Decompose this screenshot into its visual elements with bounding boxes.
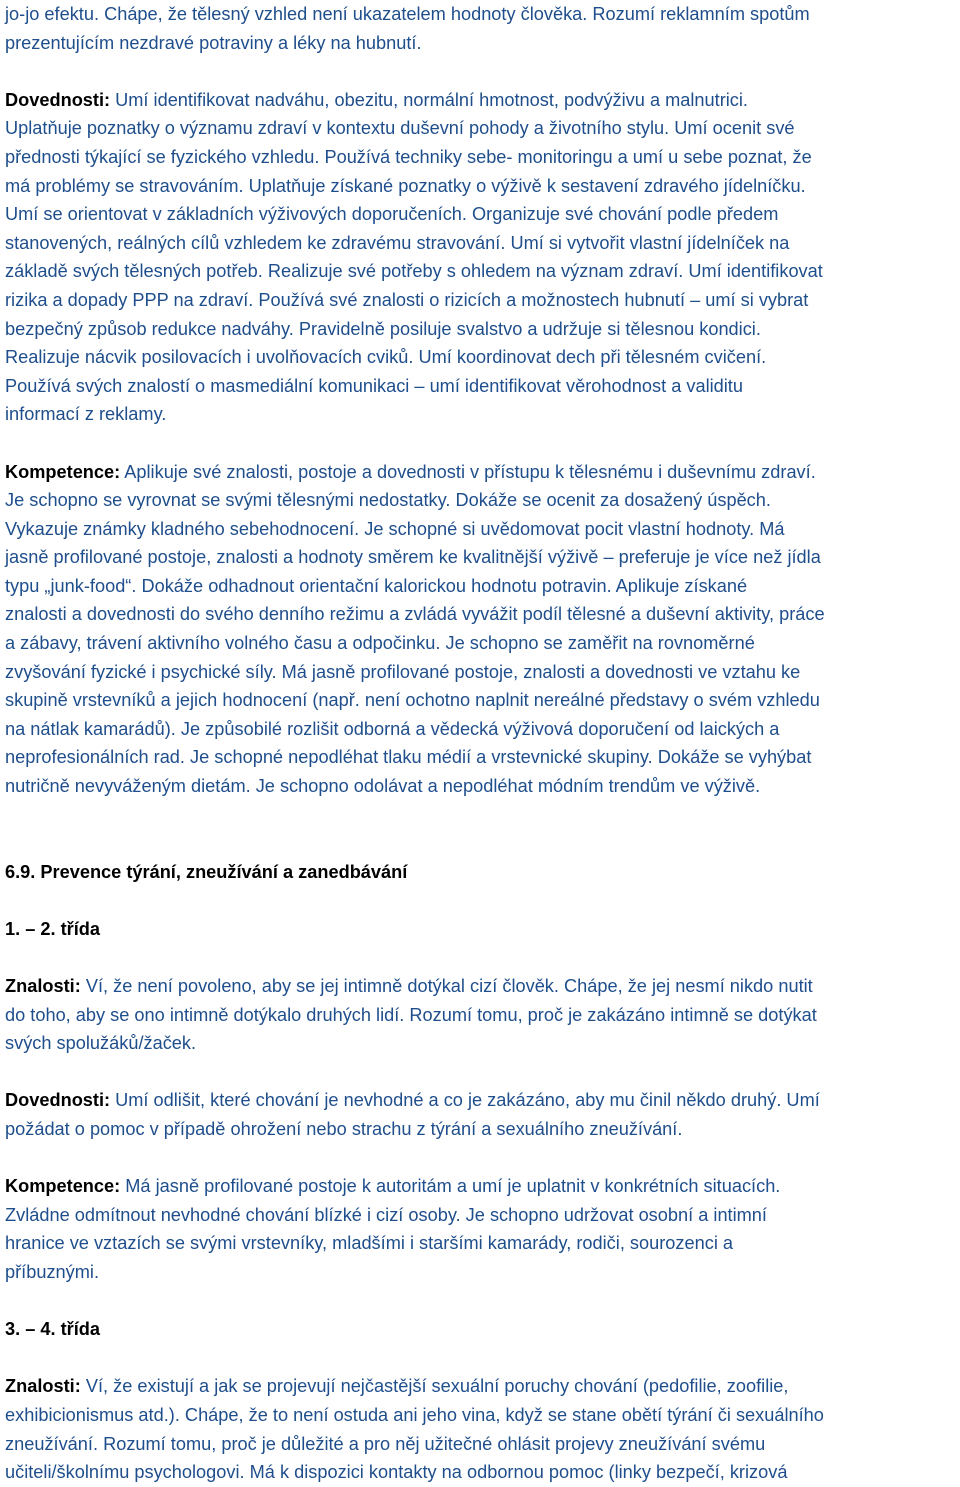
text-line: na nátlak kamarádů). Je způsobilé rozlišit odborná a vědecká výživová doporučení od laických a: [5, 718, 780, 739]
text-line: [5, 972, 960, 1001]
text-line: [5, 1172, 960, 1201]
text-line: typu „junk-food“. Dokáže odhadnout orientační kalorickou hodnotu potravin. Aplikuje získané: [5, 575, 748, 596]
text-segment: Umí odlišit, které chování je nevhodné a co je zakázáno, aby mu činil někdo druhý. Umí: [110, 1090, 820, 1111]
text-line: učiteli/školnímu psychologovi. Má k dispozici kontakty na odbornou pomoc (linky bezpečí, krizová: [5, 1462, 788, 1483]
knowledge-label: Znalosti:: [5, 976, 81, 996]
text-line: jo-jo efektu. Chápe, že tělesný vzhled není ukazatelem hodnoty člověka. Rozumí reklamním spotům: [5, 4, 810, 24]
text-line: příbuznými.: [5, 1261, 100, 1282]
text-line: Realizuje nácvik posilovacích i uvolňovacích cviků. Umí koordinovat dech při tělesném cvičení.: [5, 347, 767, 368]
paragraph-spacer: [5, 1344, 960, 1373]
competences-paragraph: [5, 1172, 960, 1286]
text-line: [5, 86, 960, 115]
competences-label: Kompetence:: [5, 461, 121, 482]
text-line: znalosti a dovednosti do svého denního režimu a zvládá vyvážit podíl tělesné a duševní aktivity, práce: [5, 604, 825, 625]
paragraph-spacer: [5, 1287, 960, 1316]
text-line: přednosti týkající se fyzického vzhledu. Používá techniky sebe- monitoringu a umí u sebe poznat, že: [5, 146, 812, 167]
text-line: a zábavy, trávení aktivního volného času a odpočinku. Je schopno se zaměřit na rovnoměrné: [5, 633, 755, 654]
grade-title: 3. – 4. třída: [5, 1319, 101, 1340]
text-line: Vykazuje známky kladného sebehodnocení. Je schopné si uvědomovat pocit vlastní hodnoty. Má: [5, 518, 785, 539]
text-line: stanovených, reálných cílů vzhledem ke zdravému stravování. Umí si vytvořit vlastní jídelníček na: [5, 232, 790, 253]
paragraph-spacer: [5, 1058, 960, 1087]
text-line: skupině vrstevníků a jejich hodnocení (např. není ochotno naplnit nereálné představy o svém vzhledu: [5, 690, 820, 711]
text-segment: Ví, že není povoleno, aby se jej intimně dotýkal cizí člověk. Chápe, že jej nesmí nikdo nutit: [80, 976, 813, 996]
section-spacer: [5, 801, 960, 858]
text-line: svých spolužáků/žaček.: [5, 1033, 197, 1054]
text-line: Uplatňuje poznatky o významu zdraví v kontextu duševní pohody a životního stylu. Umí ocenit své: [5, 118, 795, 139]
text-segment: Má jasně profilované postoje k autoritám a umí je uplatnit v konkrétních situacích.: [120, 1176, 781, 1197]
text-line: Zvládne odmítnout nevhodné chování blízké i cizí osoby. Je schopno udržovat osobní a intimní: [5, 1204, 767, 1225]
paragraph-spacer: [5, 943, 960, 972]
document-page: [5, 0, 960, 1487]
text-line: základě svých tělesných potřeb. Realizuje své potřeby s ohledem na význam zdraví. Umí identifikovat: [5, 261, 823, 282]
text-line: Používá svých znalostí o masmediální komunikaci – umí identifikovat věrohodnost a validitu: [5, 375, 743, 396]
text-line: exhibicionismus atd.). Chápe, že to není ostuda ani jeho vina, když se stane obětí týrání či sexuálního: [5, 1404, 824, 1425]
paragraph-spacer: [5, 886, 960, 915]
text-segment: Aplikuje své znalosti, postoje a dovednosti v přístupu k tělesnému i duševnímu zdraví.: [120, 461, 816, 482]
paragraph-spacer: [5, 1144, 960, 1173]
text-segment: Ví, že existují a jak se projevují nejčastější sexuální poruchy chování (pedofilie, zoofilie,: [80, 1376, 789, 1397]
text-line: rizika a dopady PPP na zdraví. Používá své znalosti o rizicích a možnostech hubnutí – umí si vybrat: [5, 289, 809, 310]
competences-label: Kompetence:: [5, 1176, 121, 1197]
text-segment: Umí identifikovat nadváhu, obezitu, normální hmotnost, podvýživu a malnutrici.: [110, 89, 748, 110]
competences-paragraph: [5, 458, 960, 801]
knowledge-label: Znalosti:: [5, 1376, 81, 1397]
text-line: do toho, aby se ono intimně dotýkalo druhých lidí. Rozumí tomu, proč je zakázáno intimně se dotýkat: [5, 1004, 817, 1025]
text-line: [5, 1086, 960, 1115]
paragraph-spacer: [5, 57, 960, 86]
skills-label: Dovednosti:: [5, 89, 111, 110]
text-line: [5, 458, 960, 487]
text-line: má problémy se stravováním. Uplatňuje získané poznatky o výživě k sestavení zdravého jídelníčku.: [5, 175, 806, 196]
intro-paragraph: [5, 0, 960, 57]
text-line: bezpečný způsob redukce nadváhy. Pravidelně posiluje svalstvo a udržuje si tělesnou kondici.: [5, 318, 761, 339]
skills-paragraph: [5, 1086, 960, 1143]
text-line: požádat o pomoc v případě ohrožení nebo strachu z týrání a sexuálního zneužívání.: [5, 1118, 683, 1139]
text-line: neprofesionálních rad. Je schopné nepodléhat tlaku médií a vrstevnické skupiny. Dokáže se vyhýbat: [5, 747, 812, 768]
text-line: jasně profilované postoje, znalosti a hodnoty směrem ke kvalitnější výživě – preferuje je více než jídla: [5, 547, 821, 568]
grade-title: 1. – 2. třída: [5, 918, 101, 939]
text-line: nutričně nevyváženým dietám. Je schopno odolávat a nepodléhat módním trendům ve výživě.: [5, 776, 761, 797]
skills-paragraph: [5, 86, 960, 429]
section-title: 6.9. Prevence týrání, zneužívání a zanedbávání: [5, 861, 408, 882]
text-line: zneužívání. Rozumí tomu, proč je důležité a pro něj užitečné ohlásit projevy zneužívání svému: [5, 1433, 766, 1454]
text-line: Je schopno se vyrovnat se svými tělesnými nedostatky. Dokáže se ocenit za dosažený úspěch.: [5, 490, 771, 511]
text-line: [5, 1372, 960, 1401]
text-line: informací z reklamy.: [5, 404, 167, 425]
knowledge-paragraph: [5, 972, 960, 1058]
text-line: prezentujícím nezdravé potraviny a léky na hubnutí.: [5, 32, 422, 53]
skills-label: Dovednosti:: [5, 1090, 111, 1111]
text-line: zvyšování fyzické i psychické síly. Má jasně profilované postoje, znalosti a dovednosti ve vztahu ke: [5, 661, 801, 682]
text-line: Umí se orientovat v základních výživových doporučeních. Organizuje své chování podle předem: [5, 204, 779, 225]
text-line: hranice ve vztazích se svými vrstevníky, mladšími i staršími kamarády, rodiči, sourozenci a: [5, 1233, 734, 1254]
paragraph-spacer: [5, 429, 960, 458]
